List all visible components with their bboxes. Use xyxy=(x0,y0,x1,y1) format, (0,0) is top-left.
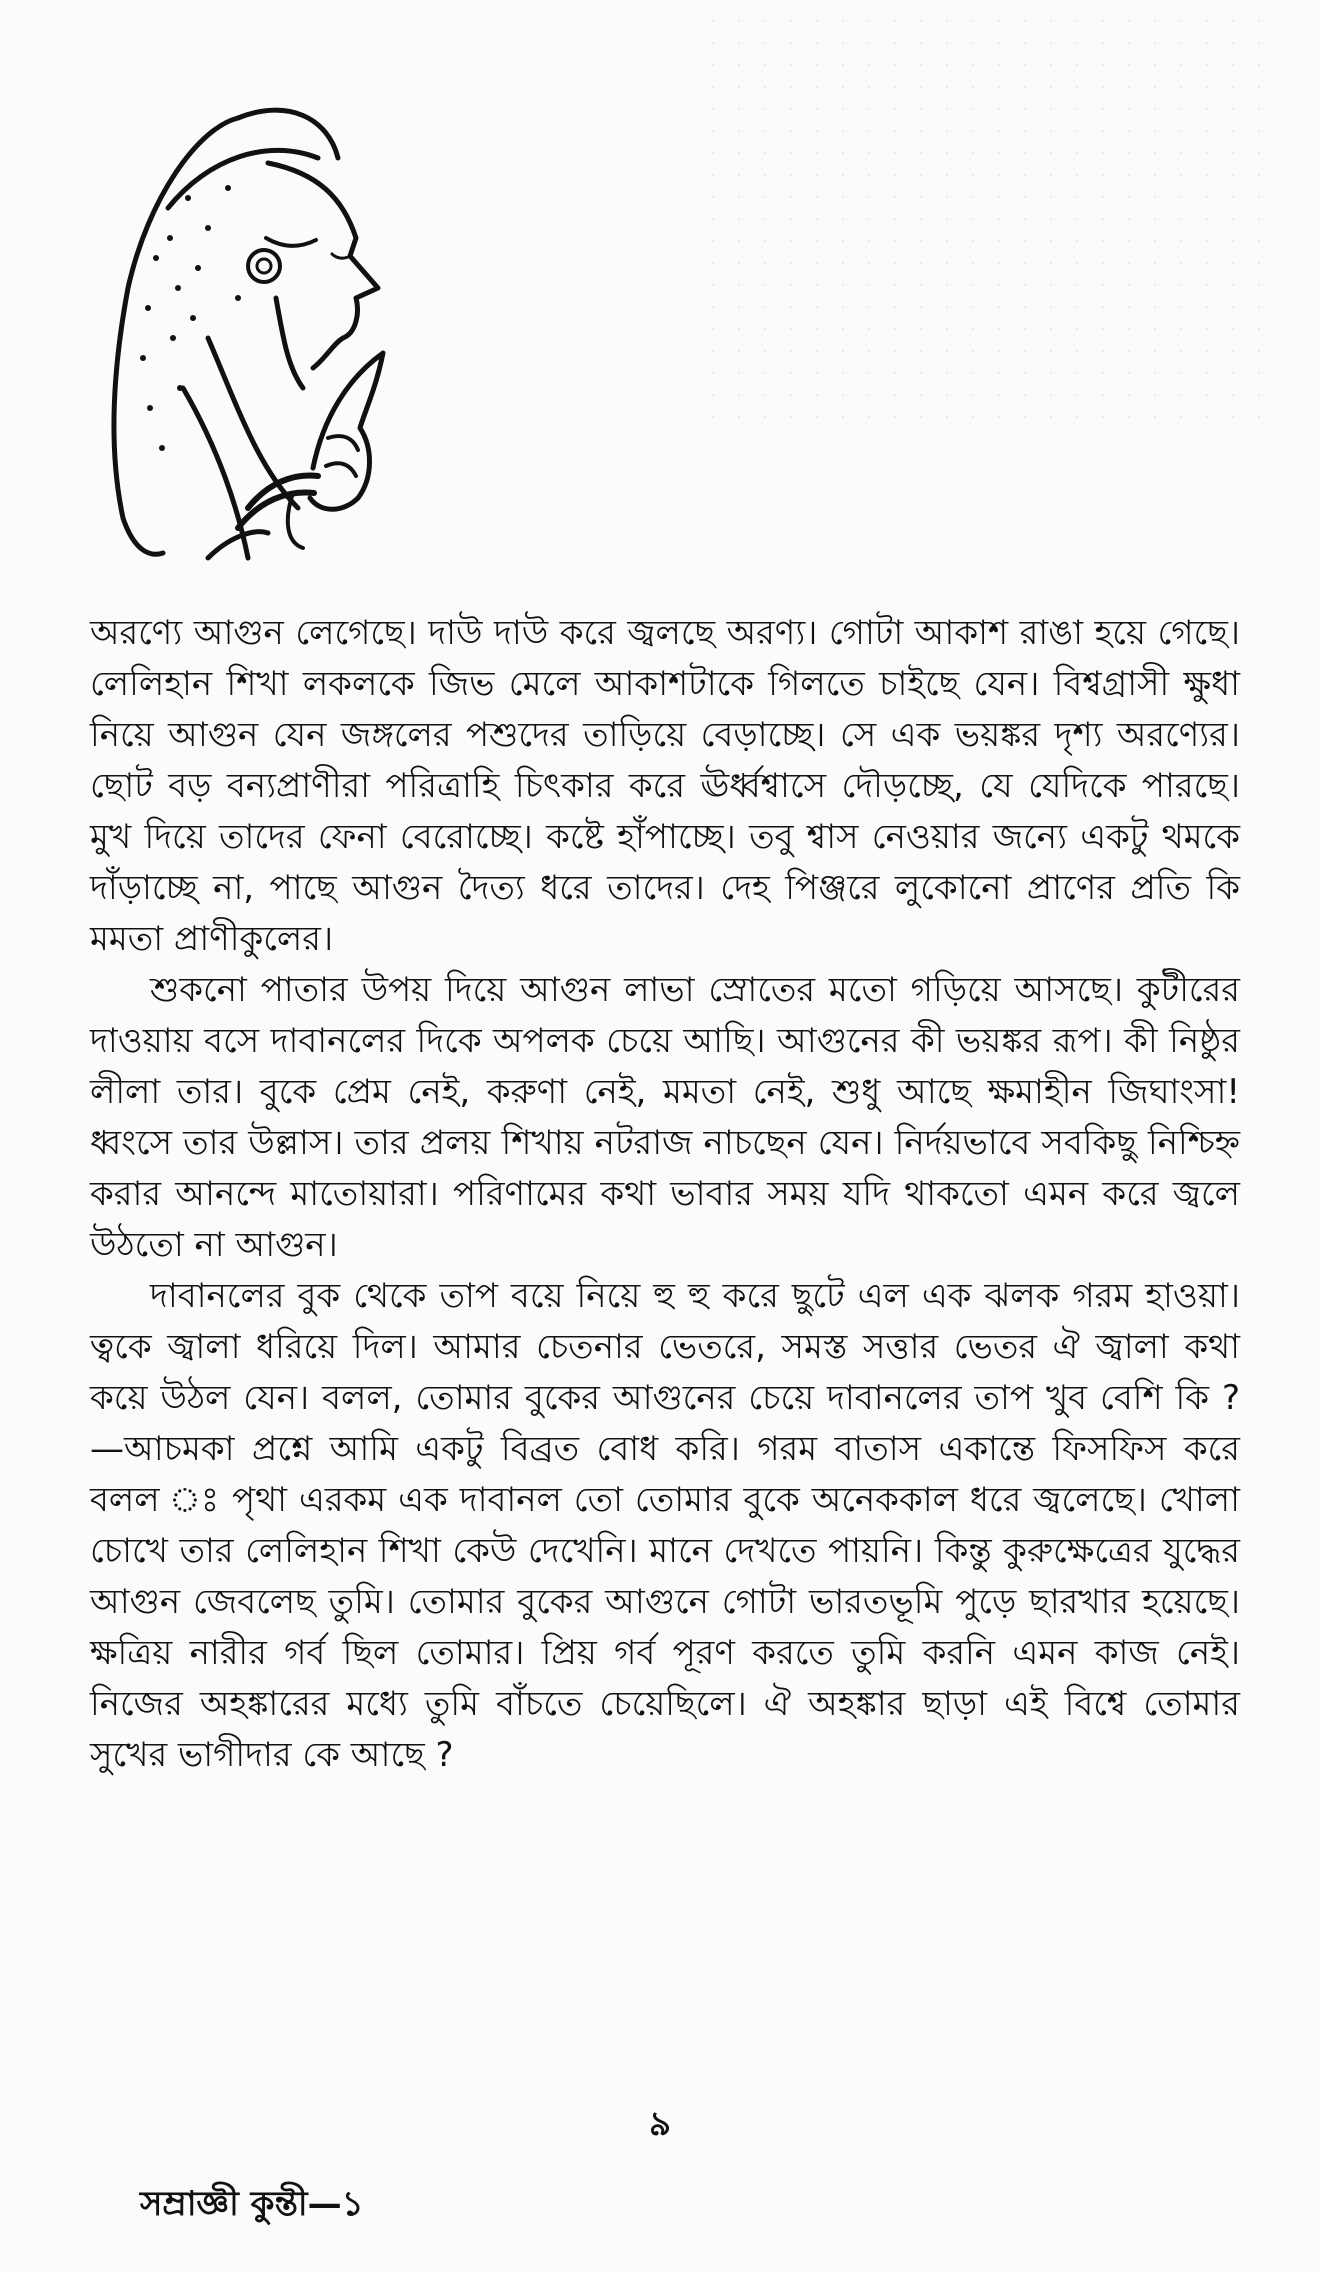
line-drawing-woman-illustration xyxy=(88,88,428,568)
bleed-through-texture xyxy=(700,10,1260,430)
paragraph: শুকনো পাতার উপয় দিয়ে আগুন লাভা স্রোতের মতো গড়িয়ে আসছে। কুটীরের দাওয়ায় বসে দাবানলের দিকে অপলক চেয়ে আছি। আগুনের কী ভয়ঙ্কর রূপ। কী নিষ্ঠুর লীলা তার। বুকে প্রেম নেই, করুণা নেই, মমতা নেই, শুধু আছে ক্ষমাহীন জিঘাংসা! ধ্বংসে তার উল্লাস। তার প্রলয় শিখায় নটরাজ নাচছেন যেন। নির্দয়ভাবে সবকিছু নিশ্চিহ্ন করার আনন্দে মাতোয়ারা। পরিণামের কথা ভাবার সময় যদি থাকতো এমন করে জ্বলে উঠতো না আগুন। xyxy=(90,970,1240,1265)
paragraph: অরণ্যে আগুন লেগেছে। দাউ দাউ করে জ্বলছে অরণ্য। গোটা আকাশ রাঙা হয়ে গেছে। লেলিহান শিখা লকলকে জিভ মেলে আকাশটাকে গিলতে চাইছে যেন। বিশ্বগ্রাসী ক্ষুধা নিয়ে আগুন যেন জঙ্গলের পশুদের তাড়িয়ে বেড়াচ্ছে। সে এক ভয়ঙ্কর দৃশ্য অরণ্যের। ছোট বড় বন্যপ্রাণীরা পরিত্রাহি চিৎকার করে ঊর্ধ্বশ্বাসে দৌড়চ্ছে, যে যেদিকে পারছে। মুখ দিয়ে তাদের ফেনা বেরোচ্ছে। কষ্টে হাঁপাচ্ছে। তবু শ্বাস নেওয়ার জন্যে একটু থমকে দাঁড়াচ্ছে না, পাছে আগুন দৈত্য ধরে তাদের। দেহ পিঞ্জরে লুকোনো প্রাণের প্রতি কি মমতা প্রাণীকুলের। xyxy=(90,613,1240,959)
page-number: ৯ xyxy=(648,2104,672,2144)
paragraph: দাবানলের বুক থেকে তাপ বয়ে নিয়ে হু হু করে ছুটে এল এক ঝলক গরম হাওয়া। ত্বকে জ্বালা ধরিয়ে দিল। আমার চেতনার ভেতরে, সমস্ত সত্তার ভেতর ঐ জ্বালা কথা কয়ে উঠল যেন। বলল, তোমার বুকের আগুনের চেয়ে দাবানলের তাপ খুব বেশি কি ?—আচমকা প্রশ্নে আমি একটু বিব্রত বোধ করি। গরম বাতাস একান্তে ফিসফিস করে বলল ঃ পৃথা এরকম এক দাবানল তো তোমার বুকে অনেককাল ধরে জ্বলেছে। খোলা চোখে তার লেলিহান শিখা কেউ দেখেনি। মানে দেখতে পায়নি। কিন্তু কুরুক্ষেত্রের যুদ্ধের আগুন জেবলেছ তুমি। তোমার বুকের আগুনে গোটা ভারতভূমি পুড়ে ছারখার হয়েছে। ক্ষত্রিয় নারীর গর্ব ছিল তোমার। প্রিয় গর্ব পূরণ করতে তুমি করনি এমন কাজ নেই। নিজের অহঙ্কারের মধ্যে তুমি বাঁচতে চেয়েছিলে। ঐ অহঙ্কার ছাড়া এই বিশ্বে তোমার সুখের ভাগীদার কে আছে ? xyxy=(90,1276,1240,1775)
footer-signature: সম্রাজ্ঞী কুন্তী—১ xyxy=(140,2184,364,2224)
body-text xyxy=(90,608,1240,2088)
